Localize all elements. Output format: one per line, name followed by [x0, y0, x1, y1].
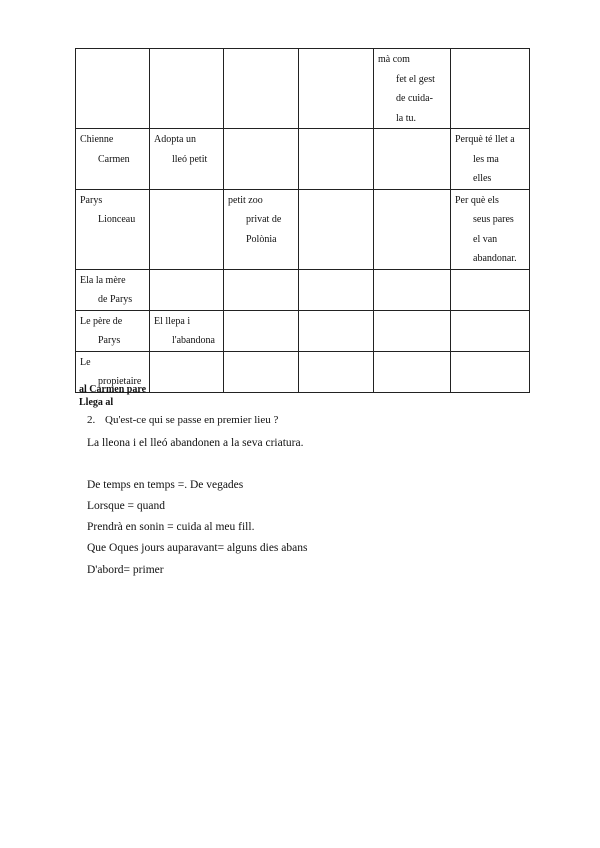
table-cell [299, 310, 374, 351]
cell-text [374, 270, 450, 271]
table-row [76, 310, 530, 351]
table-row [76, 49, 530, 129]
cell-text [451, 49, 529, 50]
table-cell [224, 310, 299, 351]
table-cell [299, 129, 374, 190]
table-cell [150, 129, 224, 190]
cell-text [299, 129, 373, 130]
cell-text [374, 352, 450, 353]
cell-text: Adopta un lleó petit [154, 134, 208, 165]
cell-text [299, 352, 373, 353]
vocab-line: Lorsque = quand [87, 500, 166, 512]
vocab-line: D'abord= primer [87, 564, 164, 576]
cell-text [299, 311, 373, 312]
cell-text: Perquè té llet a les ma elles [455, 134, 515, 184]
table-cell [451, 49, 530, 129]
table-cell [150, 49, 224, 129]
table-cell [451, 351, 530, 392]
table-cell [374, 269, 451, 310]
cell-text: Le père de Parys [80, 315, 123, 346]
cell-text [224, 129, 298, 130]
cell-text [299, 190, 373, 191]
character-table [75, 48, 530, 393]
table-cell [374, 49, 451, 129]
table-row [76, 129, 530, 190]
cell-text: petit zoo privat de Polònia [228, 194, 282, 245]
table-cell [224, 189, 299, 269]
cell-text [224, 270, 298, 271]
table-cell [299, 351, 374, 392]
table-cell [150, 310, 224, 351]
table-cell [451, 129, 530, 190]
table-cell [76, 269, 150, 310]
vocab-line: De temps en temps =. De vegades [87, 479, 244, 491]
table-cell [76, 129, 150, 190]
cell-text [299, 49, 373, 50]
table-cell [150, 189, 224, 269]
question-2 [87, 414, 278, 426]
table-row [76, 269, 530, 310]
table-cell [299, 269, 374, 310]
cell-text: mà com fet el gest de cuida- la tu. [378, 54, 435, 124]
cell-text: Chienne Carmen [80, 134, 130, 165]
table-cell [224, 129, 299, 190]
cell-text [150, 270, 223, 271]
table-cell [224, 269, 299, 310]
cell-text [76, 49, 149, 50]
table-cell [374, 189, 451, 269]
table-overflow-text: al Carmen pare Llega al [79, 384, 147, 408]
vocab-line: Que Oques jours auparavant= alguns dies abans [87, 542, 308, 554]
cell-text [224, 311, 298, 312]
cell-text [451, 311, 529, 312]
cell-text [224, 49, 298, 50]
question-number: 2. [87, 414, 96, 426]
table-cell [76, 189, 150, 269]
cell-text: Parys Lionceau [80, 194, 136, 225]
cell-text [451, 352, 529, 353]
vocab-line: Prendrà en sonin = cuida al meu fill. [87, 521, 255, 533]
table-cell [76, 49, 150, 129]
table-cell [299, 189, 374, 269]
table-cell [451, 269, 530, 310]
cell-text [150, 190, 223, 191]
table-cell [451, 189, 530, 269]
cell-text [374, 311, 450, 312]
table-cell [150, 351, 224, 392]
answer-line: La lleona i el lleó abandonen a la seva criatura. [87, 437, 304, 449]
cell-text: Ela la mère de Parys [80, 274, 133, 305]
table-cell [374, 129, 451, 190]
cell-text [374, 129, 450, 130]
table-cell [299, 49, 374, 129]
cell-text: Per què els seus pares el van abandonar. [455, 194, 517, 264]
table-cell [150, 269, 224, 310]
question-text: Qu'est-ce qui se passe en premier lieu ? [105, 414, 279, 426]
table-cell [224, 351, 299, 392]
cell-text: Le propietaire [80, 356, 142, 387]
table-cell [224, 49, 299, 129]
table-cell [451, 310, 530, 351]
cell-text [451, 270, 529, 271]
table-cell [76, 310, 150, 351]
cell-text [224, 352, 298, 353]
cell-text [150, 49, 223, 50]
table-row [76, 189, 530, 269]
cell-text [374, 190, 450, 191]
table-cell [374, 310, 451, 351]
cell-text: El llepa i l'abandona [154, 315, 215, 346]
cell-text [299, 270, 373, 271]
cell-text [150, 352, 223, 353]
table-cell [374, 351, 451, 392]
